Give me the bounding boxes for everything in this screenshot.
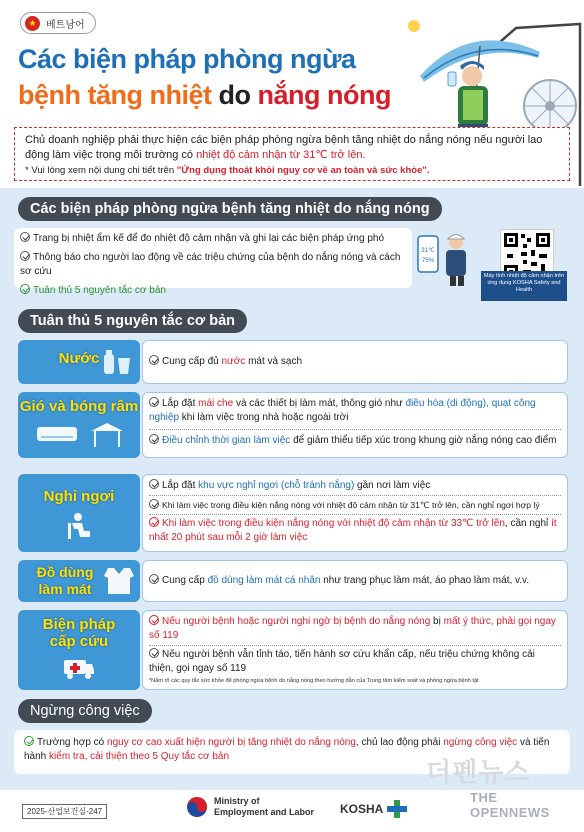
taegeuk-icon [186,796,208,818]
rule-label-wind-shade [18,392,140,458]
watermark-korean: 더펜뉴스 [426,757,531,787]
rule-line-highlight: mất ý thức, phải gọi ngay số 119 [149,616,556,641]
intro-note-text: * Vui lòng xem nội dung chi tiết trên [25,165,177,176]
intro-text-highlight: nhiệt độ cảm nhận từ 31℃ trở lên. [196,149,366,161]
ministry-logo [186,796,314,818]
resting-person-icon [64,511,94,541]
qr-caption: Máy tính nhiệt độ cảm nhận trên ứng dụng KOSHA Safety and Health [481,271,567,301]
watermark [416,752,580,824]
rule-name: Đồ dùng làm mát [36,564,94,597]
stop-work-text-part: và tiến hành [24,737,550,762]
rule-line-highlight: mái che [198,398,234,409]
rule-line-text: mát và sạch [245,356,303,367]
title-heat-illness: bệnh tăng nhiệt [18,80,212,110]
prevention-list [14,228,412,296]
rule-line-highlight: Khi làm việc trong điều kiện nắng nóng với nhiệt độ cảm nhận từ 33℃ trở lên [162,518,505,529]
check-icon [149,499,159,509]
main-panel [0,188,584,790]
ministry-name [214,796,314,818]
rule-line-text: , cần nghỉ [504,518,552,529]
check-icon [149,355,159,365]
rule-line-highlight: Điều chỉnh thời gian làm việc [162,435,291,446]
divider [149,645,561,646]
check-icon [20,284,30,294]
rule-line [149,434,561,448]
thermo-display: 31℃ [421,248,435,254]
prevention-item-text: Trang bị nhiệt ẩm kế để đo nhiệt độ cảm nhận và ghi lại các biện pháp ứng phó [33,233,385,244]
prevention-item [20,284,406,298]
rule-line-text: Lắp đặt [162,398,199,409]
rule-label-cooling-items [18,560,140,602]
check-icon [149,434,159,444]
check-icon [24,736,34,746]
kosha-logo [340,800,407,818]
rule-name: Nước [58,350,100,367]
section-title-prevention: Các biện pháp phòng ngừa bệnh tăng nhiệt do nắng nóng [18,197,442,221]
rule-content-water [142,340,568,384]
rule-line [149,517,561,545]
rule-line-text: khi làm việc trong nhà hoặc ngoài trời [179,412,349,423]
rule-line [149,479,561,493]
rule-line-highlight: ít nhất 20 phút sau mỗi 2 giờ làm việc [149,518,557,543]
check-icon [149,517,159,527]
divider [149,514,561,515]
rule-content-first-aid [142,610,568,690]
language-badge [20,12,96,34]
rule-line [149,498,561,512]
intro-text: Chủ doanh nghiệp phải thực hiện các biện pháp phòng ngừa bệnh tăng nhiệt do nắng nóng nếu người lao động làm việc trong môi trường có [25,134,543,161]
rule-line-highlight: nước [221,356,246,367]
kosha-text: KOSHA [340,802,384,816]
water-bottle-icon [100,348,134,376]
section-title-five-rules: Tuân thủ 5 nguyên tắc cơ bản [18,309,247,333]
watermark-english: THE OPENNEWS [470,790,550,820]
rule-line-text: Khi làm việc trong điều kiện nắng nóng với nhiệt độ cảm nhận từ 31℃ trở lên, cần nghỉ ngơi hợp lý [162,500,540,510]
rule-line-text: Nếu người bệnh vẫn tỉnh táo, tiến hành sơ cứu khẩn cấp, nếu triệu chứng không cải thiện, gọi ngay số 119 [149,649,535,674]
rule-content-wind-shade [142,392,568,458]
title-line-1: Các biện pháp phòng ngừa [18,44,356,74]
stop-work-highlight: ngừng công việc [443,737,518,748]
stop-work-text-part: , chủ lao động phải [355,737,444,748]
check-icon [149,615,159,625]
air-conditioner-tent-icon [29,421,129,449]
cooling-vest-icon [102,566,136,596]
prevention-item-text: Thông báo cho người lao động về các triệu chứng của bệnh do nắng nóng và cách sơ cứu [20,252,401,277]
document-code: 2025-산업보건실-247 [22,804,107,819]
rule-line-text: gần nơi làm việc [354,480,431,491]
ministry-line-1: Ministry of [214,796,260,806]
check-icon [149,397,159,407]
rule-content-cooling-items [142,560,568,602]
intro-note [25,163,559,178]
title-hot-weather: nắng nóng [257,80,391,110]
check-icon [149,479,159,489]
title-do: do [211,80,258,110]
rule-line-text: như trang phục làm mát, áo phao làm mát, v.v. [320,575,530,586]
intro-note-app: "Ứng dụng thoát khỏi nguy cơ về an toàn và sức khỏe". [176,165,430,176]
thermo-humidity: 75% [421,258,435,264]
rule-line [149,355,302,369]
rule-name: Nghỉ ngơi [43,488,115,505]
check-icon [20,232,30,242]
first-aid-footnote: *Nắm rõ các quy tắc sức khỏe để phòng ngừa bệnh do nắng nóng theo hướng dẫn của Trung tâm kiểm soát và phòng ngừa bệnh tật [149,678,479,684]
ministry-line-2: Employment and Labor [214,807,315,817]
rule-line-highlight: đồ dùng làm mát cá nhân [207,575,321,586]
intro-box [14,127,570,181]
ambulance-icon [62,656,96,680]
prevention-item-text: Tuân thủ 5 nguyên tắc cơ bản [33,285,166,296]
rule-line-highlight: điều hòa (di động), quạt công nghiệp [149,398,536,423]
rule-line-text: Cung cấp [162,575,208,586]
stop-work-highlight: kiểm tra, cải thiện theo 5 Quy tắc cơ bản [49,751,230,762]
rule-line [149,397,561,425]
rule-label-water [18,340,140,384]
rule-line-highlight: khu vực nghỉ ngơi (chỗ tránh nắng) [198,480,355,491]
check-icon [20,251,30,261]
rule-label-rest [18,474,140,552]
prevention-item [20,251,406,279]
language-badge-label: 베트남어 [46,19,85,31]
rule-line [149,648,561,676]
stop-work-highlight: nguy cơ cao xuất hiện người bị tăng nhiệt do nắng nóng [107,737,356,748]
rule-line-text: và các thiết bị làm mát, thông gió như [233,398,406,409]
rule-line-text: Lắp đặt [162,480,199,491]
stop-work-text-part: Trường hợp có [37,737,108,748]
rule-name: Gió và bóng râm [19,398,139,415]
divider [149,429,561,430]
rule-line-text: bị [430,616,444,627]
rule-line [149,574,529,588]
section-title-stop-work: Ngừng công việc [18,699,152,723]
rule-line-highlight: Nếu người bệnh hoặc người nghi ngờ bị bệnh do nắng nóng [162,616,431,627]
rule-label-first-aid [18,610,140,690]
check-icon [149,648,159,658]
rule-line [149,615,561,643]
prevention-item [20,232,406,246]
kosha-cross-icon [387,800,407,818]
rule-name: Biện pháp cấp cứu [42,616,116,650]
rule-content-rest [142,474,568,552]
divider [149,495,561,496]
vietnam-flag-icon: ★ [25,16,40,31]
title-line-2 [18,80,391,111]
check-icon [149,574,159,584]
rule-line-text: Cung cấp đủ [162,356,222,367]
rule-line-text: để giảm thiểu tiếp xúc trong khung giờ nắng nóng cao điểm [290,435,557,446]
thermometer-worker-icon [416,228,476,288]
